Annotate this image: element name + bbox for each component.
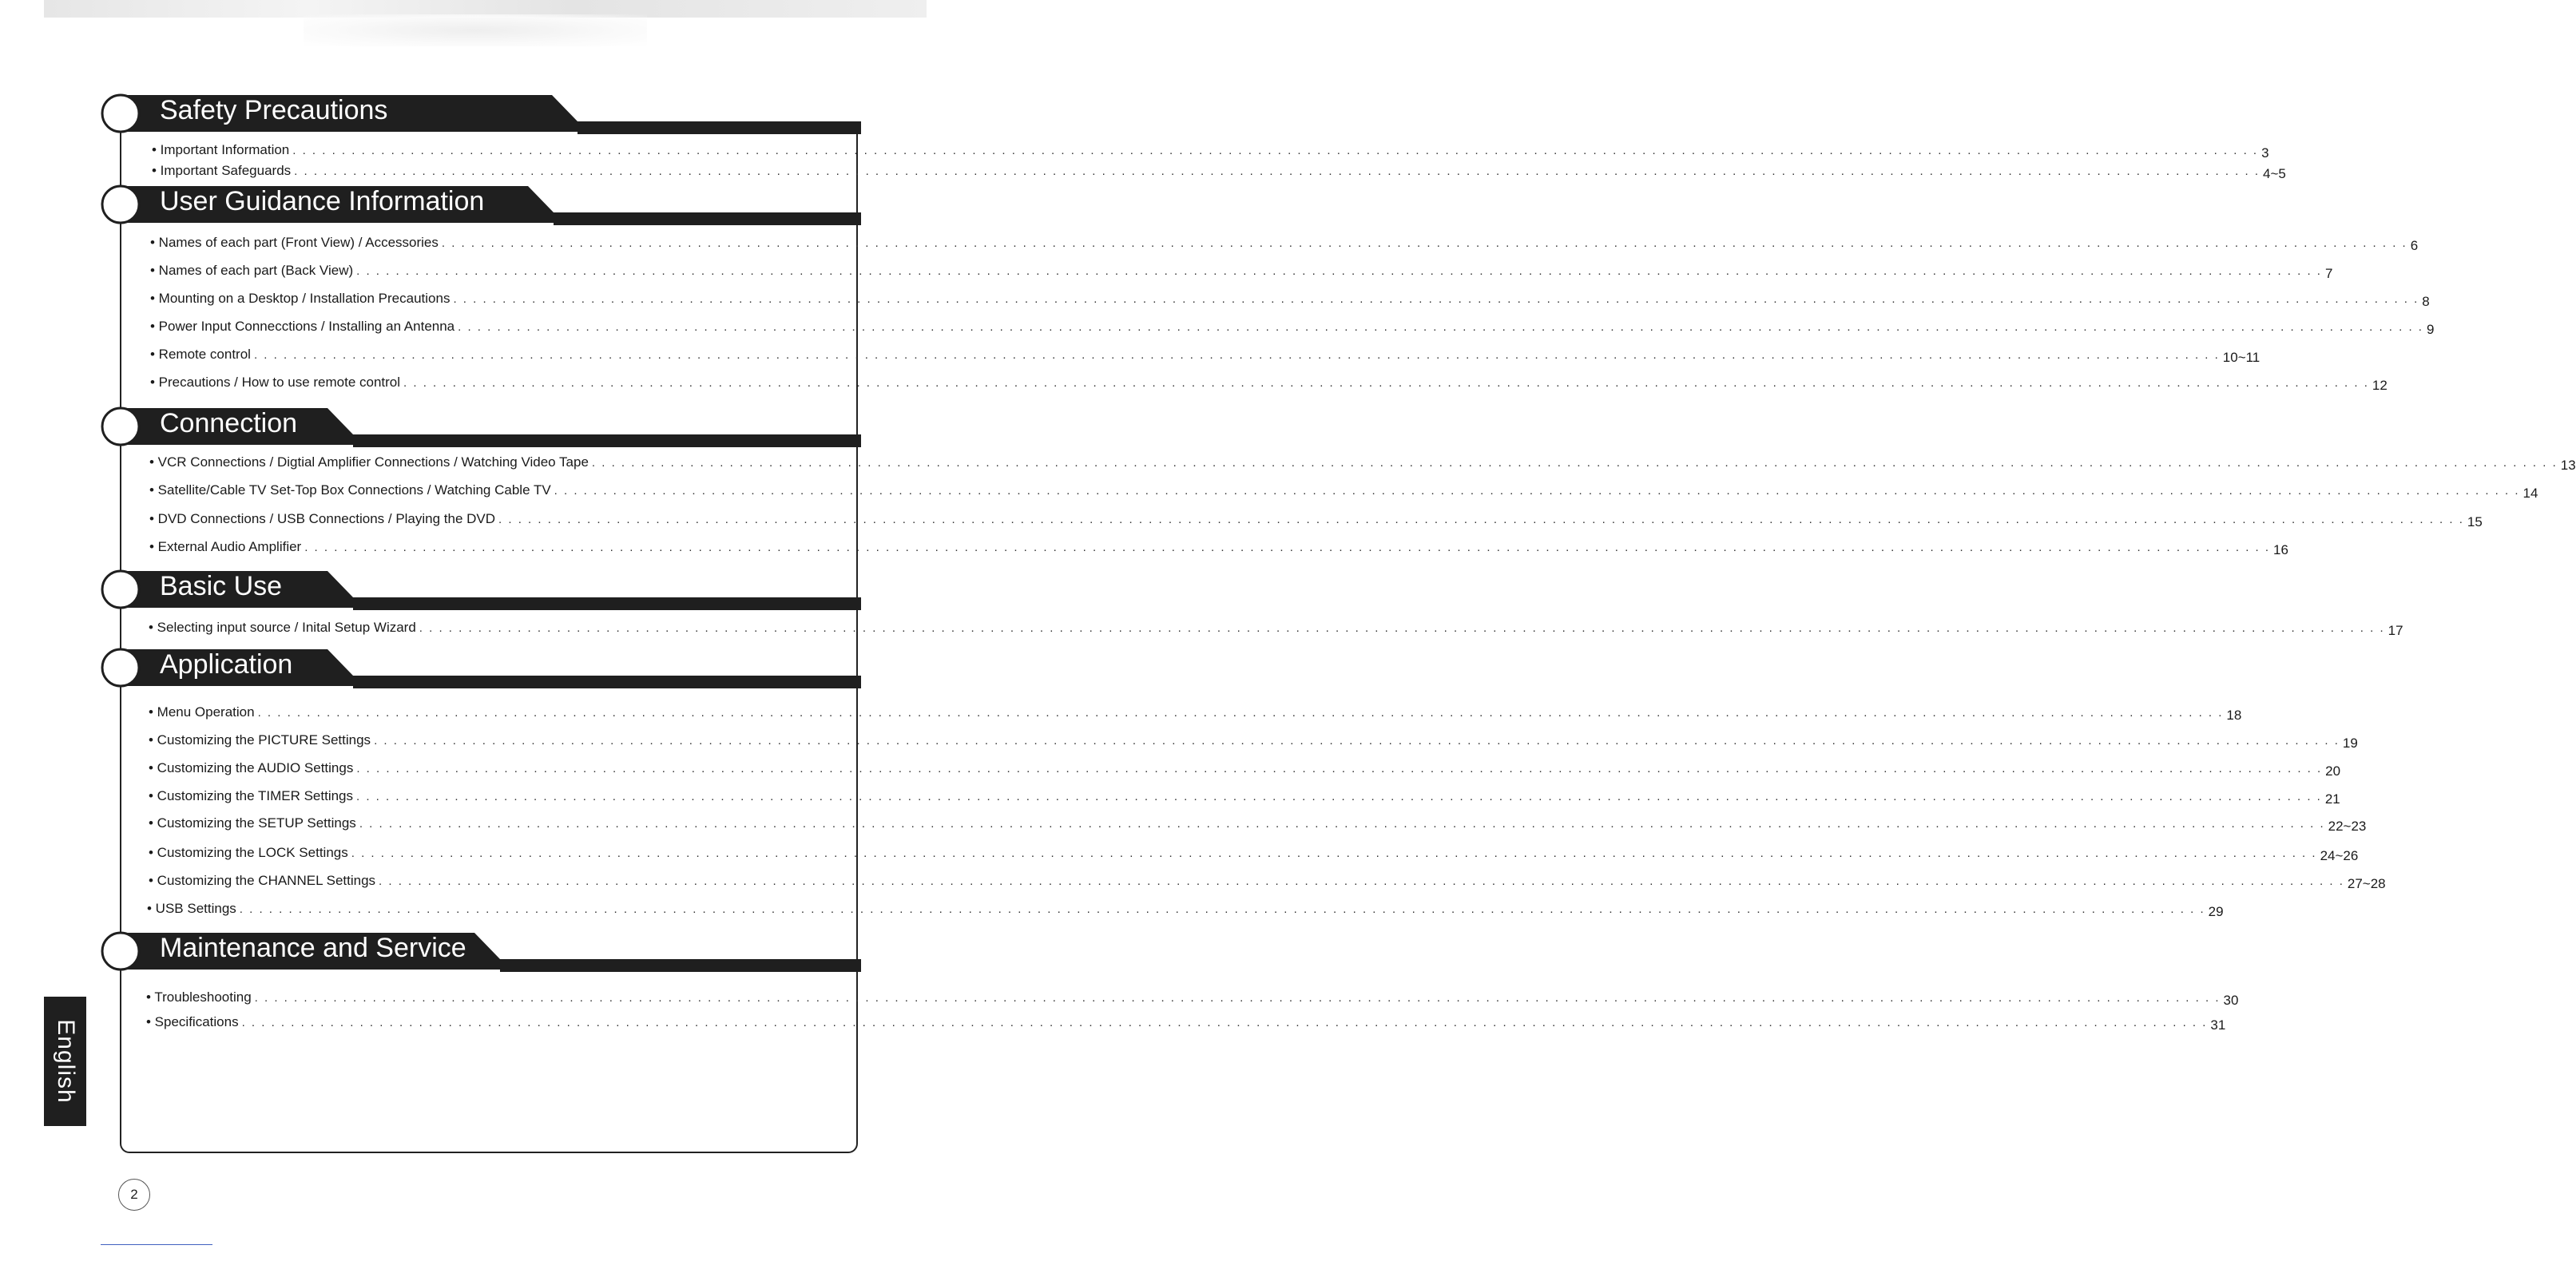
toc-entry-page: 21 — [2324, 791, 2340, 807]
toc-entry-page: 3 — [2261, 145, 2269, 161]
toc-leader-dots: . . . . . . . . . . . . . . . . . . . . . . . . . . . . . . . . . . . . . . . . . . . . . . . . . . . . . . . . . . . . . . . . . . . . . . . . . . . . . . . . . . . . . . . . . . . . . . . . . . . . . . . . . . . . . . . . . . . . . . . . . . . . . . . . . . . . . . . . . . . . . . . . . . . . . . . . . . . . . . . . . . . . . . . . . . . . . . . . . . . . . . . . . . . . . . . . . . . . . . . . — [498, 513, 2464, 526]
toc-leader-dots: . . . . . . . . . . . . . . . . . . . . . . . . . . . . . . . . . . . . . . . . . . . . . . . . . . . . . . . . . . . . . . . . . . . . . . . . . . . . . . . . . . . . . . . . . . . . . . . . . . . . . . . . . . . . . . . . . . . . . . . . . . . . . . . . . . . . . . . . . . . . . . . . . . . . . . . . . . . . . . . . . . . . . . . . . . . . . . . . . . . . . . . . . . . . . . . . . . . . . . . . — [356, 762, 2323, 775]
section-header-user-guidance-information — [101, 184, 861, 225]
section-header-safety-precautions — [101, 93, 861, 134]
toc-leader-dots: . . . . . . . . . . . . . . . . . . . . . . . . . . . . . . . . . . . . . . . . . . . . . . . . . . . . . . . . . . . . . . . . . . . . . . . . . . . . . . . . . . . . . . . . . . . . . . . . . . . . . . . . . . . . . . . . . . . . . . . . . . . . . . . . . . . . . . . . . . . . . . . . . . . . . . . . . . . . . . . . . . . . . . . . . . . . . . . . . . . . . . . . . . . . . . . . . . . . . . . . — [356, 264, 2322, 278]
toc-entry-label: • Selecting input source / Inital Setup Wizard — [149, 620, 416, 635]
toc-entry — [150, 375, 2387, 393]
toc-entry — [152, 142, 2269, 161]
section-title: Maintenance and Service — [160, 933, 466, 963]
toc-entry-label: • Specifications — [146, 1014, 239, 1029]
toc-entry-label: • Mounting on a Desktop / Installation Precautions — [150, 291, 451, 306]
toc-entry-page: 14 — [2522, 486, 2538, 501]
toc-leader-dots: . . . . . . . . . . . . . . . . . . . . . . . . . . . . . . . . . . . . . . . . . . . . . . . . . . . . . . . . . . . . . . . . . . . . . . . . . . . . . . . . . . . . . . . . . . . . . . . . . . . . . . . . . . . . . . . . . . . . . . . . . . . . . . . . . . . . . . . . . . . . . . . . . . . . . . . . . . . . . . . . . . . . . . . . . . . . . . . . . . . . . . . . . . . . . . . . . . . . . . . . — [241, 1016, 2208, 1029]
toc-entry — [149, 732, 2358, 751]
toc-entry-label: • DVD Connections / USB Connections / Playing the DVD — [149, 511, 496, 526]
toc-entry-page: 29 — [2208, 904, 2224, 919]
section-header-basic-use — [101, 569, 861, 610]
toc-leader-dots: . . . . . . . . . . . . . . . . . . . . . . . . . . . . . . . . . . . . . . . . . . . . . . . . . . . . . . . . . . . . . . . . . . . . . . . . . . . . . . . . . . . . . . . . . . . . . . . . . . . . . . . . . . . . . . . . . . . . . . . . . . . . . . . . . . . . . . . . . . . . . . . . . . . . . . . . . . . . . . . . . . . . . . . . . . . . . . . . . . . . . . . . . . . . . . . . . . . . . . . . — [292, 144, 2259, 157]
toc-entry-label: • External Audio Amplifier — [149, 539, 302, 554]
toc-entry-page: 24~26 — [2320, 848, 2359, 863]
toc-entry-page: 9 — [2426, 322, 2435, 337]
toc-entry-label: • Customizing the AUDIO Settings — [149, 760, 354, 775]
toc-entry — [146, 989, 2239, 1008]
bottom-rule — [101, 1244, 212, 1245]
section-title: Application — [160, 649, 293, 680]
toc-entry — [149, 788, 2340, 807]
section-header-maintenance-and-service — [101, 930, 861, 972]
toc-leader-dots: . . . . . . . . . . . . . . . . . . . . . . . . . . . . . . . . . . . . . . . . . . . . . . . . . . . . . . . . . . . . . . . . . . . . . . . . . . . . . . . . . . . . . . . . . . . . . . . . . . . . . . . . . . . . . . . . . . . . . . . . . . . . . . . . . . . . . . . . . . . . . . . . . . . . . . . . . . . . . . . . . . . . . . . . . . . . . . . . . . . . . . . . . . . . . . . . . . . . . . . . — [458, 320, 2423, 334]
toc-entry — [149, 539, 2288, 557]
toc-entry-label: • Customizing the TIMER Settings — [149, 788, 354, 803]
toc-entry-label: • Satellite/Cable TV Set-Top Box Connections / Watching Cable TV — [149, 482, 551, 498]
toc-leader-dots: . . . . . . . . . . . . . . . . . . . . . . . . . . . . . . . . . . . . . . . . . . . . . . . . . . . . . . . . . . . . . . . . . . . . . . . . . . . . . . . . . . . . . . . . . . . . . . . . . . . . . . . . . . . . . . . . . . . . . . . . . . . . . . . . . . . . . . . . . . . . . . . . . . . . . . . . . . . . . . . . . . . . . . . . . . . . . . . . . . . . . . . . . . . . . . . . . . . . . . . . — [239, 902, 2205, 916]
section-title: Connection — [160, 408, 298, 438]
toc-leader-dots: . . . . . . . . . . . . . . . . . . . . . . . . . . . . . . . . . . . . . . . . . . . . . . . . . . . . . . . . . . . . . . . . . . . . . . . . . . . . . . . . . . . . . . . . . . . . . . . . . . . . . . . . . . . . . . . . . . . . . . . . . . . . . . . . . . . . . . . . . . . . . . . . . . . . . . . . . . . . . . . . . . . . . . . . . . . . . . . . . . . . . . . . . . . . . . . . . . . . . . . . — [403, 376, 2369, 390]
toc-entry-page: 16 — [2273, 542, 2288, 557]
section-title: Basic Use — [160, 571, 283, 601]
toc-entry — [149, 760, 2341, 779]
toc-leader-dots: . . . . . . . . . . . . . . . . . . . . . . . . . . . . . . . . . . . . . . . . . . . . . . . . . . . . . . . . . . . . . . . . . . . . . . . . . . . . . . . . . . . . . . . . . . . . . . . . . . . . . . . . . . . . . . . . . . . . . . . . . . . . . . . . . . . . . . . . . . . . . . . . . . . . . . . . . . . . . . . . . . . . . . . . . . . . . . . . . . . . . . . . . . . . . . . . . . . . . . . . — [441, 236, 2407, 250]
toc-entry-label: • Menu Operation — [149, 704, 255, 720]
language-tab — [44, 997, 86, 1126]
toc-entry — [149, 620, 2403, 638]
toc-entry-label: • Customizing the PICTURE Settings — [149, 732, 371, 748]
toc-entry-page: 4~5 — [2263, 166, 2286, 181]
toc-entry-page: 31 — [2210, 1017, 2226, 1033]
toc-leader-dots: . . . . . . . . . . . . . . . . . . . . . . . . . . . . . . . . . . . . . . . . . . . . . . . . . . . . . . . . . . . . . . . . . . . . . . . . . . . . . . . . . . . . . . . . . . . . . . . . . . . . . . . . . . . . . . . . . . . . . . . . . . . . . . . . . . . . . . . . . . . . . . . . . . . . . . . . . . . . . . . . . . . . . . . . . . . . . . . . . . . . . . . . . . . . . . . . . . . . . . . . — [419, 621, 2385, 635]
toc-entry-page: 10~11 — [2222, 350, 2260, 365]
toc-leader-dots: . . . . . . . . . . . . . . . . . . . . . . . . . . . . . . . . . . . . . . . . . . . . . . . . . . . . . . . . . . . . . . . . . . . . . . . . . . . . . . . . . . . . . . . . . . . . . . . . . . . . . . . . . . . . . . . . . . . . . . . . . . . . . . . . . . . . . . . . . . . . . . . . . . . . . . . . . . . . . . . . . . . . . . . . . . . . . . . . . . . . . . . . . . . . . . . . . . . . . . . . — [294, 165, 2260, 178]
toc-entry-label: • Remote control — [150, 347, 251, 362]
toc-leader-dots: . . . . . . . . . . . . . . . . . . . . . . . . . . . . . . . . . . . . . . . . . . . . . . . . . . . . . . . . . . . . . . . . . . . . . . . . . . . . . . . . . . . . . . . . . . . . . . . . . . . . . . . . . . . . . . . . . . . . . . . . . . . . . . . . . . . . . . . . . . . . . . . . . . . . . . . . . . . . . . . . . . . . . . . . . . . . . . . . . . . . . . . . . . . . . . . . . . . . . . . . — [253, 348, 2220, 362]
toc-entry-label: • VCR Connections / Digtial Amplifier Connections / Watching Video Tape — [149, 454, 589, 470]
toc-entry-page: 17 — [2387, 623, 2403, 638]
toc-entry-page: 19 — [2342, 736, 2358, 751]
toc-entry-label: • Important Safeguards — [152, 163, 292, 178]
toc-entry — [146, 1014, 2226, 1033]
toc-entry-page: 30 — [2223, 993, 2239, 1008]
toc-entry — [150, 347, 2260, 365]
toc-entry-label: • Precautions / How to use remote control — [150, 375, 401, 390]
language-tab-label: English — [52, 1019, 79, 1104]
toc-leader-dots: . . . . . . . . . . . . . . . . . . . . . . . . . . . . . . . . . . . . . . . . . . . . . . . . . . . . . . . . . . . . . . . . . . . . . . . . . . . . . . . . . . . . . . . . . . . . . . . . . . . . . . . . . . . . . . . . . . . . . . . . . . . . . . . . . . . . . . . . . . . . . . . . . . . . . . . . . . . . . . . . . . . . . . . . . . . . . . . . . . . . . . . . . . . . . . . . . . . . . . . . — [554, 484, 2520, 498]
toc-leader-dots: . . . . . . . . . . . . . . . . . . . . . . . . . . . . . . . . . . . . . . . . . . . . . . . . . . . . . . . . . . . . . . . . . . . . . . . . . . . . . . . . . . . . . . . . . . . . . . . . . . . . . . . . . . . . . . . . . . . . . . . . . . . . . . . . . . . . . . . . . . . . . . . . . . . . . . . . . . . . . . . . . . . . . . . . . . . . . . . . . . . . . . . . . . . . . . . . . . . . . . . . — [359, 817, 2325, 831]
toc-entry-page: 6 — [2410, 238, 2419, 253]
toc-entry-label: • USB Settings — [147, 901, 236, 916]
toc-entry-page: 13 — [2560, 458, 2576, 473]
toc-entry — [149, 704, 2242, 723]
page-number-badge — [118, 1179, 150, 1211]
toc-entry-label: • Names of each part (Front View) / Accessories — [150, 235, 439, 250]
toc-entry — [149, 482, 2538, 501]
toc-entry — [149, 873, 2386, 891]
toc-entry-label: • Power Input Connecctions / Installing an Antenna — [150, 319, 455, 334]
toc-entry — [150, 235, 2419, 253]
toc-entry — [149, 845, 2359, 863]
toc-entry-label: • Customizing the LOCK Settings — [149, 845, 348, 860]
toc-entry-page: 8 — [2422, 294, 2430, 309]
toc-entry-page: 20 — [2325, 763, 2341, 779]
toc-entry — [149, 815, 2367, 834]
toc-entry-label: • Names of each part (Back View) — [150, 263, 354, 278]
toc-leader-dots: . . . . . . . . . . . . . . . . . . . . . . . . . . . . . . . . . . . . . . . . . . . . . . . . . . . . . . . . . . . . . . . . . . . . . . . . . . . . . . . . . . . . . . . . . . . . . . . . . . . . . . . . . . . . . . . . . . . . . . . . . . . . . . . . . . . . . . . . . . . . . . . . . . . . . . . . . . . . . . . . . . . . . . . . . . . . . . . . . . . . . . . . . . . . . . . . . . . . . . . . — [254, 991, 2221, 1005]
toc-leader-dots: . . . . . . . . . . . . . . . . . . . . . . . . . . . . . . . . . . . . . . . . . . . . . . . . . . . . . . . . . . . . . . . . . . . . . . . . . . . . . . . . . . . . . . . . . . . . . . . . . . . . . . . . . . . . . . . . . . . . . . . . . . . . . . . . . . . . . . . . . . . . . . . . . . . . . . . . . . . . . . . . . . . . . . . . . . . . . . . . . . . . . . . . . . . . . . . . . . . . . . . . — [351, 847, 2317, 860]
section-header-connection — [101, 406, 861, 447]
toc-entry — [152, 163, 2286, 181]
toc-leader-dots: . . . . . . . . . . . . . . . . . . . . . . . . . . . . . . . . . . . . . . . . . . . . . . . . . . . . . . . . . . . . . . . . . . . . . . . . . . . . . . . . . . . . . . . . . . . . . . . . . . . . . . . . . . . . . . . . . . . . . . . . . . . . . . . . . . . . . . . . . . . . . . . . . . . . . . . . . . . . . . . . . . . . . . . . . . . . . . . . . . . . . . . . . . . . . . . . . . . . . . . . — [304, 541, 2271, 554]
toc-entry-page: 12 — [2372, 378, 2387, 393]
toc-entry — [149, 511, 2483, 529]
toc-entry-label: • Customizing the CHANNEL Settings — [149, 873, 376, 888]
toc-entry — [150, 319, 2435, 337]
toc-leader-dots: . . . . . . . . . . . . . . . . . . . . . . . . . . . . . . . . . . . . . . . . . . . . . . . . . . . . . . . . . . . . . . . . . . . . . . . . . . . . . . . . . . . . . . . . . . . . . . . . . . . . . . . . . . . . . . . . . . . . . . . . . . . . . . . . . . . . . . . . . . . . . . . . . . . . . . . . . . . . . . . . . . . . . . . . . . . . . . . . . . . . . . . . . . . . . . . . . . . . . . . . — [591, 456, 2558, 470]
toc-leader-dots: . . . . . . . . . . . . . . . . . . . . . . . . . . . . . . . . . . . . . . . . . . . . . . . . . . . . . . . . . . . . . . . . . . . . . . . . . . . . . . . . . . . . . . . . . . . . . . . . . . . . . . . . . . . . . . . . . . . . . . . . . . . . . . . . . . . . . . . . . . . . . . . . . . . . . . . . . . . . . . . . . . . . . . . . . . . . . . . . . . . . . . . . . . . . . . . . . . . . . . . . — [453, 292, 2419, 306]
section-header-application — [101, 647, 861, 688]
toc-entry-page: 22~23 — [2328, 819, 2367, 834]
toc-leader-dots: . . . . . . . . . . . . . . . . . . . . . . . . . . . . . . . . . . . . . . . . . . . . . . . . . . . . . . . . . . . . . . . . . . . . . . . . . . . . . . . . . . . . . . . . . . . . . . . . . . . . . . . . . . . . . . . . . . . . . . . . . . . . . . . . . . . . . . . . . . . . . . . . . . . . . . . . . . . . . . . . . . . . . . . . . . . . . . . . . . . . . . . . . . . . . . . . . . . . . . . . — [379, 874, 2344, 888]
section-title: Safety Precautions — [160, 95, 388, 125]
toc-entry — [150, 291, 2430, 309]
toc-leader-dots: . . . . . . . . . . . . . . . . . . . . . . . . . . . . . . . . . . . . . . . . . . . . . . . . . . . . . . . . . . . . . . . . . . . . . . . . . . . . . . . . . . . . . . . . . . . . . . . . . . . . . . . . . . . . . . . . . . . . . . . . . . . . . . . . . . . . . . . . . . . . . . . . . . . . . . . . . . . . . . . . . . . . . . . . . . . . . . . . . . . . . . . . . . . . . . . . . . . . . . . . — [257, 706, 2224, 720]
toc-entry — [150, 263, 2333, 281]
page-number: 2 — [130, 1187, 138, 1202]
toc-entry-label: • Troubleshooting — [146, 989, 252, 1005]
toc-entry-page: 18 — [2226, 708, 2242, 723]
toc-entry — [149, 454, 2576, 473]
toc-entry-page: 7 — [2324, 266, 2333, 281]
section-title: User Guidance Information — [160, 186, 485, 216]
toc-leader-dots: . . . . . . . . . . . . . . . . . . . . . . . . . . . . . . . . . . . . . . . . . . . . . . . . . . . . . . . . . . . . . . . . . . . . . . . . . . . . . . . . . . . . . . . . . . . . . . . . . . . . . . . . . . . . . . . . . . . . . . . . . . . . . . . . . . . . . . . . . . . . . . . . . . . . . . . . . . . . . . . . . . . . . . . . . . . . . . . . . . . . . . . . . . . . . . . . . . . . . . . . — [374, 734, 2340, 748]
toc-entry-page: 27~28 — [2347, 876, 2386, 891]
toc-entry-label: • Customizing the SETUP Settings — [149, 815, 356, 831]
toc-entry — [147, 901, 2224, 919]
scan-smudge — [304, 14, 647, 46]
toc-entry-label: • Important Information — [152, 142, 290, 157]
toc-leader-dots: . . . . . . . . . . . . . . . . . . . . . . . . . . . . . . . . . . . . . . . . . . . . . . . . . . . . . . . . . . . . . . . . . . . . . . . . . . . . . . . . . . . . . . . . . . . . . . . . . . . . . . . . . . . . . . . . . . . . . . . . . . . . . . . . . . . . . . . . . . . . . . . . . . . . . . . . . . . . . . . . . . . . . . . . . . . . . . . . . . . . . . . . . . . . . . . . . . . . . . . . — [356, 790, 2322, 803]
toc-entry-page: 15 — [2467, 514, 2483, 529]
